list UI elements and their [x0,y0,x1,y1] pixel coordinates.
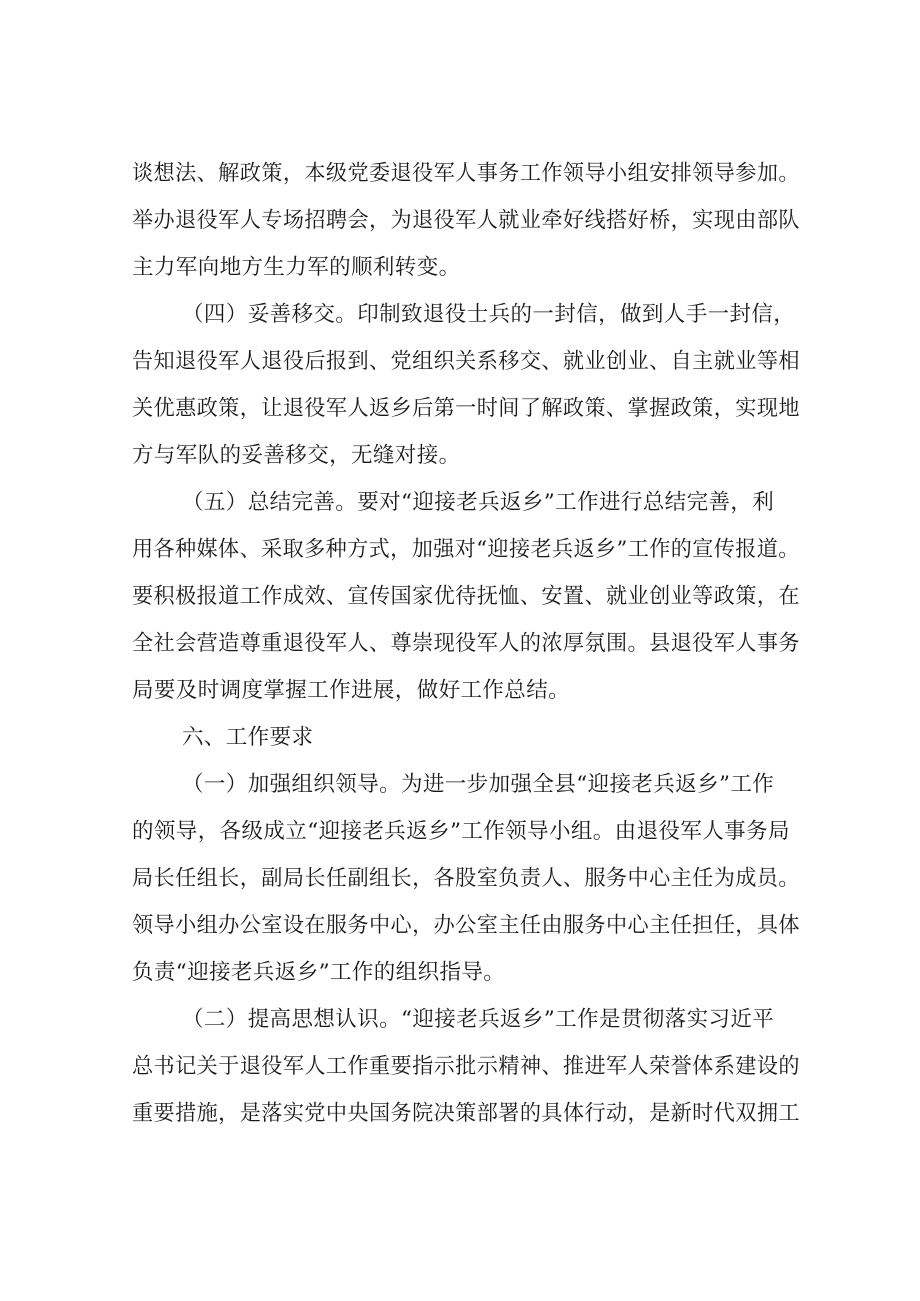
section-heading: 六、工作要求 [182,725,314,750]
paragraph-heading-line: （四）妥善移交。印制致退役士兵的一封信，做到人手一封信， [182,302,796,327]
paragraph-heading-line: （一）加强组织领导。为进一步加强全县“迎接老兵返乡”工作 [182,772,775,797]
text-line: 领导小组办公室设在服务中心，办公室主任由服务中心主任担任，具体 [132,913,800,938]
text-line: 总书记关于退役军人工作重要指示批示精神、推进军人荣誉体系建设的 [132,1054,800,1079]
text-line: 要积极报道工作成效、宣传国家优待抚恤、安置、就业创业等政策，在 [132,584,800,609]
paragraph-heading-line: （五）总结完善。要对“迎接老兵返乡”工作进行总结完善，利 [182,490,775,515]
text-line: 全社会营造尊重退役军人、尊崇现役军人的浓厚氛围。县退役军人事务 [132,631,800,656]
text-line: 方与军队的妥善移交，无缝对接。 [132,443,461,468]
text-line: 负责“迎接老兵返乡”工作的组织指导。 [132,960,506,985]
paragraph-heading-line: （二）提高思想认识。“迎接老兵返乡”工作是贯彻落实习近平 [182,1007,775,1032]
text-line: 的领导，各级成立“迎接老兵返乡”工作领导小组。由退役军人事务局 [132,819,790,844]
text-line: 谈想法、解政策，本级党委退役军人事务工作领导小组安排领导参加。 [132,161,800,186]
text-line: 重要措施，是落实党中央国务院决策部署的具体行动，是新时代双拥工 [132,1101,800,1126]
text-line: 举办退役军人专场招聘会，为退役军人就业牵好线搭好桥，实现由部队 [132,208,800,233]
text-line: 主力军向地方生力军的顺利转变。 [132,255,461,280]
text-line: 关优惠政策，让退役军人返乡后第一时间了解政策、掌握政策，实现地 [132,396,800,421]
text-line: 局长任组长，副局长任副组长，各股室负责人、服务中心主任为成员。 [132,866,800,891]
text-line: 用各种媒体、采取多种方式，加强对“迎接老兵返乡”工作的宣传报道。 [132,537,800,562]
text-line: 局要及时调度掌握工作进展，做好工作总结。 [132,678,571,703]
text-line: 告知退役军人退役后报到、党组织关系移交、就业创业、自主就业等相 [132,349,800,374]
